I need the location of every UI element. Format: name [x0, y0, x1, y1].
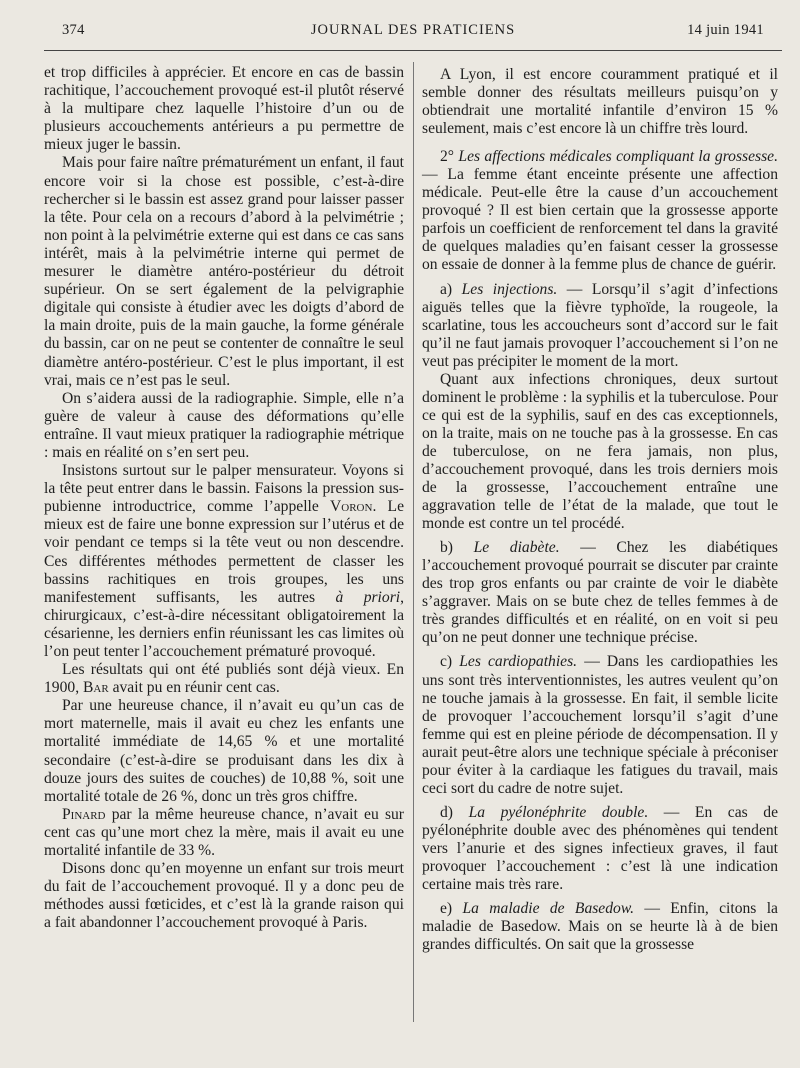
paragraph: Quant aux infections chroniques, deux surtout dominent le problème : la syphilis et la tuberculose. Pour ce qui est de la syphilis, sauf en des cas exceptionnels, on la traite, mais on ne touche pas à la grossesse. En cas de tuberculose, on ne fera jamais, non plus, d’accouchement provoqué, dans les trois derniers mois de la grossesse, l’accouchement entraîne une aggravation telle de l’état de la malade, que tout le monde est contre un tel procédé. [422, 370, 778, 533]
author-name: Pinard [62, 805, 106, 823]
text-run: — Chez les diabétiques l’accouchement provoqué pourrait se discuter par crainte des trop gros enfants ou par crainte de voir le diabète s’aggraver. Mais on se bute chez de telles femmes à de très grandes difficultés et en réalité, on en voit si peu qu’on ne peut donner une technique précise. [422, 539, 778, 647]
paragraph: Par une heureuse chance, il n’avait eu qu’un cas de mort maternelle, mais il avait eu chez les enfants une mortalité immédiate de 14,65 % et une mortalité secondaire (c’est-à-dire se produisant dans les dix à douze jours des suites de couches) de 10,88 %, soit une mortalité totale de 26 %, donc un très gros chiffre. [44, 697, 404, 805]
header-rule [44, 50, 782, 51]
column-divider [413, 62, 414, 1022]
subsection-paragraph [422, 281, 778, 371]
text-run: Les résultats qui ont été publiés sont déjà vieux. En 1900, [44, 661, 404, 697]
paragraph: et trop difficiles à apprécier. Et encore en cas de bassin rachitique, l’accouchement provoqué est-il plutôt réservé à la multipare chez laquelle l’histoire d’un ou de plusieurs accouchements antérieurs a pu permettre de mieux juger le bassin. [44, 64, 404, 154]
paragraph [44, 462, 404, 661]
text-run: par la même heureuse chance, n’avait eu sur cent cas qu’une mort chez la mère, mais il avait eu une mortalité infantile de 33 %. [44, 805, 405, 860]
paragraph: On s’aidera aussi de la radiographie. Simple, elle n’a guère de valeur à cause des déformations qu’elle entraîne. Il vaut mieux pratiquer la radiographie métrique : mais en réalité on s’en sert peu. [44, 389, 404, 461]
paragraph: Mais pour faire naître prématurément un enfant, il faut encore voir si la chose est possible, c’est-à-dire rechercher si le bassin est assez grand pour laisser passer la tête. Pour cela on a recours d’abord à la pelvimétrie ; non point à la pelvimétrie externe qui est dans ce cas sans intérêt, mais à la pelvimétrie interne qui permet de mesurer le diamètre antéro-postérieur du détroit supérieur. On se sert également de la pelvigraphie digitale qui consiste à étudier avec les doigts d’abord de la main droite, puis de la main gauche, la forme générale du bassin, car on ne peut se contenter de connaître le seul diamètre antéro-postérieur. C’est le plus important, il est vrai, mais ce n’est pas le seul. [44, 154, 404, 389]
section-number: 2° [440, 148, 455, 166]
item-label: a) [440, 280, 453, 298]
subsection-title: Les injections. [461, 280, 558, 298]
journal-title: JOURNAL DES PRATICIENS [310, 22, 516, 38]
page-header [62, 22, 764, 42]
subsection-paragraph [422, 653, 778, 797]
item-label: e) [440, 900, 453, 918]
subsection-title: La maladie de Basedow. [462, 900, 634, 918]
author-name: Bar [83, 679, 109, 697]
paragraph [44, 806, 404, 860]
author-name: Voron [330, 498, 373, 516]
subsection-paragraph [422, 539, 778, 647]
paragraph: Disons donc qu’en moyenne un enfant sur trois meurt du fait de l’accouchement provoqué. Il y a donc peu de méthodes aussi fœticides, et c’est là la grande raison qui a fait abandonner l’accouchement provoqué à Paris. [44, 860, 404, 932]
page-number: 374 [62, 22, 85, 38]
item-label: b) [440, 539, 453, 557]
issue-date: 14 juin 1941 [687, 22, 764, 38]
text-run: . Le mieux est de faire une bonne expression sur l’utérus et de voir pendant ce temps si la tête veut ou non descendre. Ces différentes méthodes permettent de classer les bassins rachitiques en trois groupes, les uns manifestement suffisants, les autres [44, 498, 405, 606]
text-run: — Enfin, citons la maladie de Basedow. Mais on se heurte là à de bien grandes difficultés. On sait que la grossesse [422, 900, 778, 954]
section-title: Les affections médicales compliquant la grossesse. [458, 148, 778, 166]
subsection-title: La pyélonéphrite double. [468, 803, 649, 821]
paragraph [44, 661, 404, 697]
text-run: — La femme étant enceinte présente une affection médicale. Peut-elle être la cause d’un accouchement provoqué ? Il est bien certain que la grossesse apporte parfois un coefficient de renforcement tel dans la gravité de quelques maladies qu’en faisant cesser la grossesse on essaie de donner à la femme plus de chance de guérir. [422, 166, 778, 274]
subsection-paragraph [422, 804, 778, 894]
item-label: d) [440, 803, 453, 821]
text-run: — Dans les cardiopathies les uns sont très interventionnistes, les autres veulent qu’on ne touche jamais à la grossesse. En fait, il semble licite de provoquer l’accouchement lorsqu’il s’agit d’une femme qui est en pleine période de décompensation. Il y aurait peut-être alors une technique spéciale à préconiser pour éviter à la cardiaque les fatigues du travail, mais ceci sort du cadre de notre sujet. [422, 653, 779, 797]
subsection-title: Le diabète. [473, 539, 560, 557]
text-run: — En cas de pyélonéphrite double avec des phénomènes qui tendent vers l’anurie et des signes infectieux graves, il faut provoquer l’accouchement : c’est là une indication certaine mais très rare. [422, 803, 778, 894]
text-run: , chirurgicaux, c’est-à-dire nécessitant obligatoirement la césarienne, les derniers enfin réunissant les cas limites où l’on peut tenter l’accouchement prématuré provoqué. [44, 588, 404, 660]
left-column [44, 64, 404, 933]
paragraph: A Lyon, il est encore couramment pratiqué et il semble donner des résultats meilleurs puisqu’on y obtiendrait une mortalité infantile d’environ 15 % seulement, mais c’est encore là un chiffre très lourd. [422, 66, 778, 138]
subsection-title: Les cardiopathies. [459, 653, 578, 671]
text-run: avait pu en réunir cent cas. [112, 679, 280, 697]
right-column [422, 66, 778, 960]
text-run: Insistons surtout sur le palper mensurateur. Voyons si la tête peut entrer dans le bassin. Faisons la pression sus-pubienne introductrice, comme l’appelle [44, 462, 404, 516]
section-paragraph [422, 148, 778, 274]
text-run: — Lorsqu’il s’agit d’infections aiguës telles que la fièvre typhoïde, la rougeole, la scarlatine, tous les accoucheurs sont d’accord sur le fait qu’il ne faut jamais provoquer l’accouchement si l’on ne veut pas précipiter le moment de la mort. [422, 280, 778, 370]
subsection-paragraph [422, 900, 778, 954]
emphasis: à priori [335, 588, 401, 606]
item-label: c) [440, 653, 453, 671]
